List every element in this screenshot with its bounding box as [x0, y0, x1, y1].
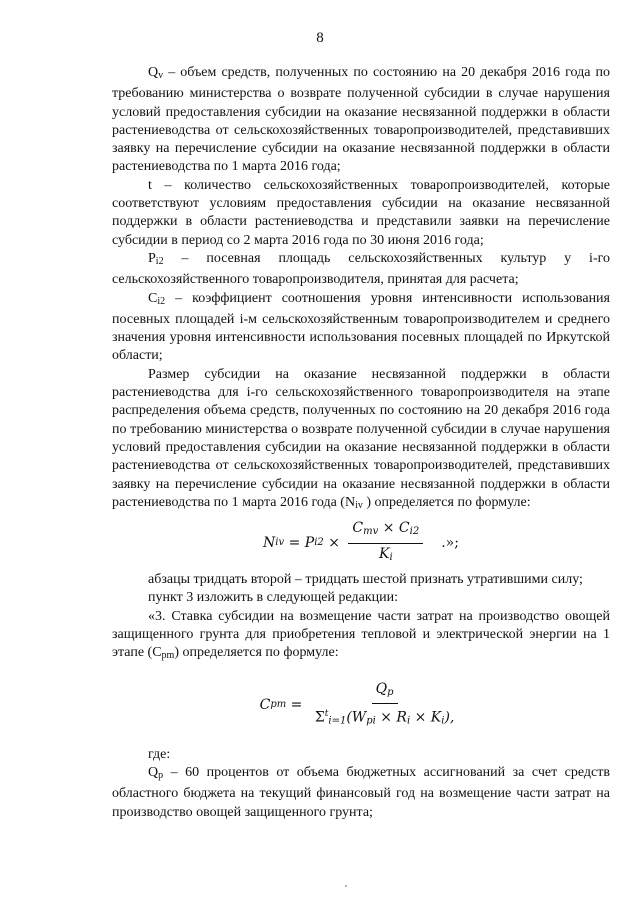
scan-speck	[345, 885, 347, 887]
paragraph-qp: $Q_p - 60$ процентов от объема бюджетных ассигнований за счет средств областного бюджета на текущий финансовый год на возмещение части затрат на производство овощей защищенного грунта;	[112, 764, 610, 820]
paragraph-subsidy-size: Размер субсидии на оказание несвязанной поддержки в области растениеводства для i-го сельскохозяйственного товаропроизводителя на этапе распределения объема средств, полученных по состоянию на 20 декабря 2016 года по требованию министерства о возврате полученной субсидии в случае нарушения условий предоставления субсидии на оказание несвязанной поддержки в области растениеводства от сельскохозяйственных товаропроизводителей, представивших заявку на перечисление субсидии на оказание несвязанной поддержки в области растениеводства по 1 марта 2016 года ($N_{iv}$ ) определяется по формуле:	[112, 366, 610, 511]
document-body	[112, 64, 610, 822]
paragraph-t: t – количество сельскохозяйственных товаропроизводителей, которые соответствуют условиям предоставления субсидии на оказание несвязанной поддержки в области растениеводства и представили заявки на перечисление субсидии в период со 2 марта 2016 года по 30 июня 2016 года;	[112, 177, 610, 248]
paragraph-rate: «3. Ставка субсидии на возмещение части затрат на производство овощей защищенного грунта для приобретения тепловой и электрической энергии на 1 этапе $(C_{pm})$ определяется по формуле:	[112, 608, 610, 662]
paragraph-where: где:	[148, 746, 171, 762]
formula-niv-fraction: $\frac{C_{mv} \times C_{i2}}{K_i}$	[348, 519, 423, 567]
page-number: 8	[316, 30, 324, 46]
paragraph-ci2: $C_{i2}$ – коэффициент соотношения уровня интенсивности использования посевных площадей i-м сельскохозяйственным товаропроизводителем и среднего значения уровня интенсивности использования посевных площадей по Иркутской области;	[112, 290, 610, 364]
paragraph-pi2: $P_{i2}$ – посевная площадь сельскохозяйственных культур у i-го сельскохозяйственного товаропроизводителя, принятая для расчета;	[112, 250, 610, 288]
formula-cpm-fraction: $\frac{Q_p}{\Sigma^t_{i=1}(W_{pi} \times R_i \times K_i),}$	[314, 680, 455, 727]
paragraph-point3: пункт 3 изложить в следующей редакции:	[148, 590, 398, 606]
paragraph-qv: $Q_v$ – объем средств, полученных по состоянию на 20 декабря 2016 года по требованию министерства о возврате полученной субсидии в случае нарушения условий предоставления субсидии на оказание несвязанной поддержки в области растениеводства от сельскохозяйственных товаропроизводителей, представивших заявку на перечисление субсидии на оказание несвязанной поддержки в области растениеводства по 1 марта 2016 года;	[112, 65, 610, 175]
paragraph-invalidate: абзацы тридцать второй – тридцать шестой признать утратившими силу;	[148, 572, 583, 588]
formula-cpm: C pm = $\frac{Q_p}{\Sigma^t_{i=1}(W_{pi} \times R_i \times K_i),}$	[112, 666, 610, 746]
formula-niv: N iv = P i2 × $\frac{C_{mv} \times C_{i2}}{K_i}$ .»;	[112, 515, 610, 571]
